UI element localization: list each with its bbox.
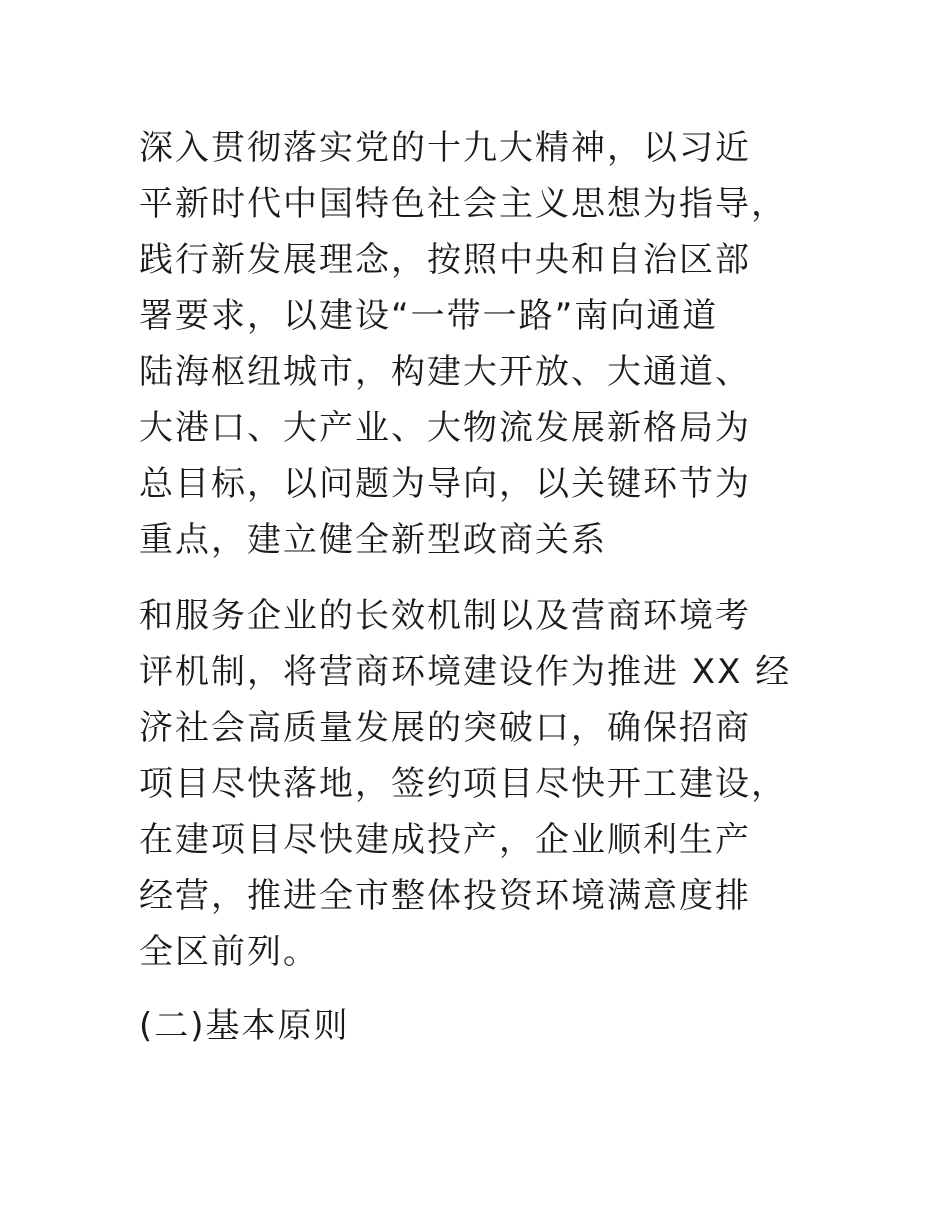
paragraph-guiding-ideology bbox=[139, 120, 787, 568]
paragraph-line: 经营，推进全市整体投资环境满意度排 bbox=[139, 876, 751, 916]
paragraph-line: 总目标，以问题为导向，以关键环节为 bbox=[139, 464, 751, 504]
paragraph-line: 深入贯彻落实党的十九大精神，以习近 bbox=[139, 128, 751, 168]
section-heading-text: (二)基本原则 bbox=[139, 1006, 350, 1046]
paragraph-line: 全区前列。 bbox=[139, 932, 319, 972]
paragraph-line: 重点，建立健全新型政商关系 bbox=[139, 520, 607, 560]
paragraph-line: 评机制，将营商环境建设作为推进 XX 经 bbox=[139, 652, 792, 692]
paragraph-line: 大港口、大产业、大物流发展新格局为 bbox=[139, 408, 751, 448]
paragraph-line: 在建项目尽快建成投产，企业顺利生产 bbox=[139, 820, 751, 860]
paragraph-line: 济社会高质量发展的突破口，确保招商 bbox=[139, 708, 751, 748]
paragraph-line: 践行新发展理念，按照中央和自治区部 bbox=[139, 240, 751, 280]
paragraph-line: 平新时代中国特色社会主义思想为指导， bbox=[139, 184, 787, 224]
paragraph-line: 和服务企业的长效机制以及营商环境考 bbox=[139, 596, 751, 636]
paragraph-line: 项目尽快落地，签约项目尽快开工建设， bbox=[139, 764, 787, 804]
paragraph-line: 陆海枢纽城市，构建大开放、大通道、 bbox=[139, 352, 751, 392]
paragraph-line: 署要求，以建设“一带一路”南向通道 bbox=[139, 296, 719, 336]
paragraph-mechanism bbox=[139, 588, 791, 980]
section-heading bbox=[139, 998, 350, 1054]
